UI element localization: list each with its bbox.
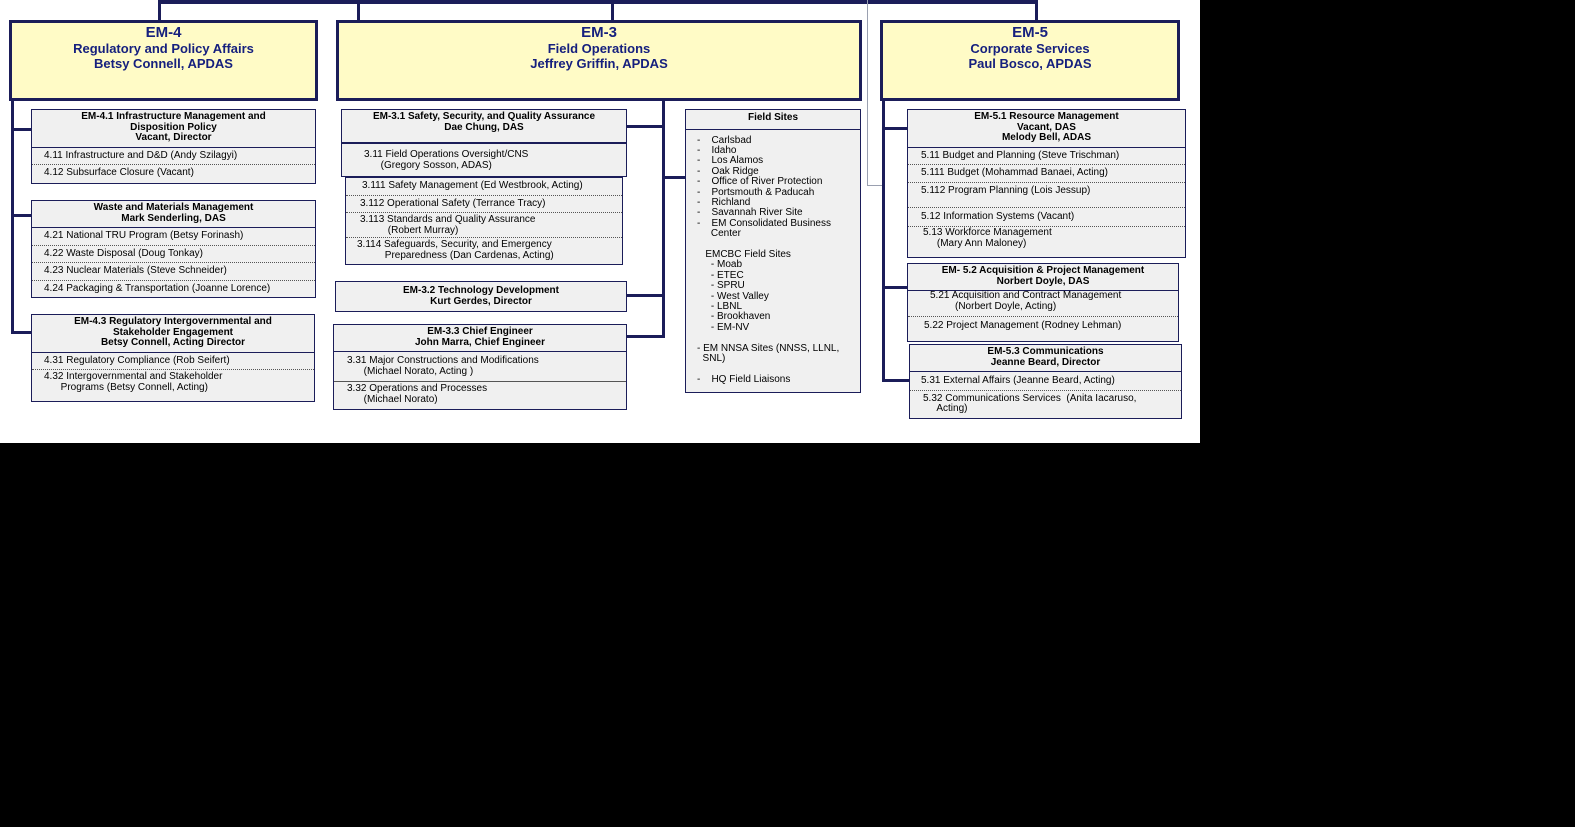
em5-1-title [908, 110, 1185, 148]
title-line: Mark Senderling, DAS [121, 212, 226, 224]
field-site-line: - Oak Ridge [697, 165, 759, 177]
title-line: Kurt Gerdes, Director [430, 295, 532, 307]
org-unit-item: 5.111 Budget (Mohammad Banaei, Acting) [908, 165, 1185, 183]
org-unit-item: 4.31 Regulatory Compliance (Rob Seifert) [32, 353, 314, 371]
title-line: Disposition Policy [130, 121, 217, 133]
connector-em3 [611, 0, 614, 22]
thin-connector-h [867, 185, 882, 186]
org-unit-item: 5.13 Workforce Management (Mary Ann Maloney) [923, 227, 1052, 249]
em3-header [336, 20, 862, 101]
org-unit-item: 4.11 Infrastructure and D&D (Andy Szilagyi) [32, 148, 315, 166]
em5-title: Corporate Services [970, 41, 1090, 56]
em5-2-box [907, 263, 1179, 342]
title-line: EM- 5.2 Acquisition & Project Management [941, 265, 1145, 276]
org-unit-item: 3.31 Major Constructions and Modifications (Michael Norato, Acting ) [334, 352, 626, 382]
field-site-line: - Brookhaven [697, 311, 771, 323]
org-unit-item: 3.111 Safety Management (Ed Westbrook, Acting) [346, 178, 622, 196]
em3-branch-1 [626, 125, 665, 128]
em5-spine [882, 98, 885, 382]
em5-code: EM-5 [1012, 24, 1048, 41]
field-site-line: - Savannah River Site [697, 207, 803, 219]
em3-2-title [336, 282, 626, 310]
org-unit-item: 5.112 Program Planning (Lois Jessup) [908, 183, 1185, 208]
org-chart [0, 0, 1200, 443]
field-sites-box [685, 109, 861, 393]
em4-1-box [31, 109, 316, 184]
title-line: Norbert Doyle, DAS [996, 275, 1090, 287]
em5-header [880, 20, 1180, 101]
em5-1-box [907, 109, 1186, 258]
title-line: Melody Bell, ADAS [1001, 132, 1092, 143]
field-site-line: - ETEC [697, 269, 744, 281]
field-site-line: SNL) [697, 353, 726, 365]
field-site-line: - West Valley [697, 290, 769, 302]
org-unit-item: 5.22 Project Management (Rodney Lehman) [924, 320, 1122, 331]
em4-branch-1 [11, 128, 32, 131]
field-site-line: - Los Alamos [697, 155, 764, 167]
title-line: Betsy Connell, Acting Director [100, 337, 246, 348]
org-unit-item: 4.12 Subsurface Closure (Vacant) [44, 167, 194, 178]
field-site-line: - Idaho [697, 144, 737, 156]
em4-branch-2 [11, 214, 32, 217]
em3-3-box [333, 324, 627, 410]
title-line: EM-4.3 Regulatory Intergovernmental and [74, 316, 272, 327]
em4-3-box [31, 314, 315, 402]
em3-head: Jeffrey Griffin, APDAS [530, 56, 668, 71]
org-unit-item: 3.113 Standards and Quality Assurance (Robert Murray) [346, 213, 622, 238]
title-line: EM-5.3 Communications [987, 346, 1104, 357]
title-line: EM-3.1 Safety, Security, and Quality Assurance [372, 111, 596, 122]
title-line: John Marra, Chief Engineer [414, 336, 546, 348]
org-unit-item: 4.22 Waste Disposal (Doug Tonkay) [32, 246, 315, 264]
em4-title: Regulatory and Policy Affairs [73, 41, 254, 56]
org-unit-item: 5.32 Communications Services (Anita Iacaruso, Acting) [923, 392, 1137, 414]
em3-branch-2 [626, 294, 665, 297]
org-unit-item: 4.23 Nuclear Materials (Steve Schneider) [32, 263, 315, 281]
em5-branch-1 [882, 127, 907, 130]
org-unit-item: 3.32 Operations and Processes (Michael Norato) [347, 383, 488, 405]
field-site-line: - SPRU [697, 280, 745, 292]
field-sites-list [686, 130, 860, 386]
em4-code: EM-4 [145, 24, 182, 41]
em3-11-label: 3.11 Field Operations Oversight/CNS (Gregory Sosson, ADAS) [364, 149, 529, 171]
org-unit-item: 4.32 Intergovernmental and Stakeholder Programs (Betsy Connell, Acting) [44, 371, 223, 393]
field-site-line: - Richland [697, 196, 751, 208]
field-site-line: - Moab [697, 259, 743, 271]
title-line: Waste and Materials Management [93, 202, 254, 213]
em4-header [9, 20, 318, 101]
org-unit-item: 3.114 Safeguards, Security, and Emergency Preparedness (Dan Cardenas, Acting) [357, 239, 554, 261]
em4-3-title [32, 315, 314, 353]
title-line: Jeanne Beard, Director [990, 356, 1101, 368]
field-site-line: EMCBC Field Sites [697, 248, 791, 260]
field-site-line: - Portsmouth & Paducah [697, 186, 815, 198]
org-unit-item: 5.31 External Affairs (Jeanne Beard, Acting) [910, 372, 1181, 391]
org-unit-item: 5.12 Information Systems (Vacant) [908, 208, 1185, 228]
em3-title: Field Operations [547, 41, 651, 56]
em5-head: Paul Bosco, APDAS [968, 56, 1092, 71]
title-line: Vacant, Director [135, 132, 212, 143]
em5-2-title [908, 264, 1178, 291]
title-line: Stakeholder Engagement [112, 326, 234, 338]
org-unit-item: 4.21 National TRU Program (Betsy Forinash) [32, 228, 315, 246]
em3-11-box [341, 143, 627, 177]
connector-em5 [1035, 0, 1038, 22]
top-connector [158, 0, 1038, 4]
field-site-line: - Office of River Protection [697, 176, 823, 188]
em5-branch-3 [882, 379, 909, 382]
em3-branch-3 [626, 335, 665, 338]
title-line: EM-4.1 Infrastructure Management and [81, 111, 266, 122]
em3-3-title [334, 325, 626, 352]
title-line: EM-3.3 Chief Engineer [427, 326, 533, 337]
field-sites-title: Field Sites [686, 110, 860, 130]
em4-2-box [31, 200, 316, 298]
field-site-line: - EM NNSA Sites (NNSS, LLNL, [697, 342, 840, 354]
field-site-line: - LBNL [697, 301, 743, 312]
em3-branch-fs [662, 176, 686, 179]
field-site-line: - EM-NV [697, 321, 750, 333]
org-unit-item: 4.24 Packaging & Transportation (Joanne Lorence) [44, 282, 271, 294]
connector-left [357, 0, 360, 22]
em3-code: EM-3 [581, 24, 617, 41]
em4-2-title [32, 201, 315, 228]
em3-11-subunits [345, 177, 623, 265]
connector-em4 [158, 0, 161, 22]
em5-branch-2 [882, 286, 907, 289]
em3-2-box [335, 281, 627, 312]
field-site-line: Center [697, 228, 741, 240]
em4-branch-3 [11, 331, 32, 334]
title-line: EM-3.2 Technology Development [403, 285, 559, 296]
thin-connector [867, 0, 868, 186]
em5-3-box [909, 344, 1182, 419]
em3-spine [662, 98, 665, 338]
field-site-line: - Carlsbad [697, 134, 752, 146]
em3-1-box [341, 109, 627, 143]
org-unit-item: 5.11 Budget and Planning (Steve Trischman) [908, 148, 1185, 166]
title-line: Vacant, DAS [1017, 121, 1076, 133]
em5-3-title [910, 345, 1181, 372]
org-unit-item: 5.21 Acquisition and Contract Management (Norbert Doyle, Acting) [908, 291, 1178, 317]
field-site-line: - HQ Field Liaisons [697, 373, 791, 385]
em4-1-title [32, 110, 315, 148]
field-site-line: - EM Consolidated Business [697, 217, 831, 229]
title-line: EM-5.1 Resource Management [974, 111, 1119, 122]
em3-1-title [342, 110, 626, 136]
em4-head: Betsy Connell, APDAS [94, 56, 233, 71]
org-unit-item: 3.112 Operational Safety (Terrance Tracy) [346, 196, 622, 214]
title-line: Dae Chung, DAS [444, 121, 524, 133]
